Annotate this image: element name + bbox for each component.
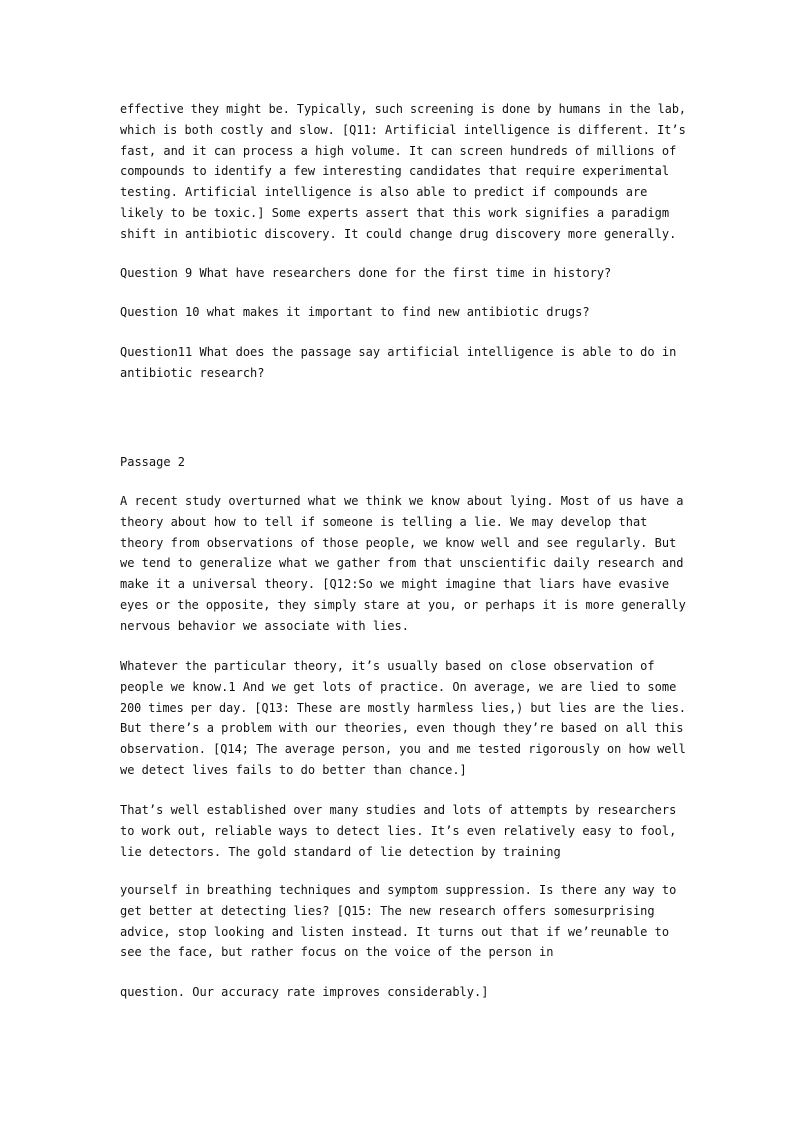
text-line: get better at detecting lies? [Q15: The new research offers somesurprising — [120, 903, 655, 918]
text-line: testing. Artificial intelligence is also able to predict if compounds are — [120, 185, 648, 200]
text-line: see the face, but rather focus on the voice of the person in — [120, 945, 554, 960]
passage2-paragraph-5 — [120, 982, 680, 1003]
passage2-paragraph-4 — [120, 880, 680, 963]
text-line: A recent study overturned what we think we know about lying. Most of us have a — [120, 494, 684, 508]
passage2-paragraph-1 — [120, 491, 686, 637]
text-line: which is both costly and slow. [Q11: Artificial intelligence is different. It’s — [120, 122, 686, 137]
text-line: That’s well established over many studies and lots of attempts by researchers — [120, 803, 677, 817]
question-10 — [120, 302, 680, 323]
passage2-paragraph-3 — [120, 800, 680, 862]
section-heading: Passage 2 — [120, 455, 186, 469]
text-line: eyes or the opposite, they simply stare at you, or perhaps it is more generally — [120, 597, 686, 612]
text-line: question. Our accuracy rate improves considerably.] — [120, 985, 489, 999]
text-line: compounds to identify a few interesting candidates that require experimental — [120, 164, 670, 179]
text-line: people we know.1 And we get lots of practice. On average, we are lied to some — [120, 679, 677, 694]
question-text: Question 10 what makes it important to find new antibiotic drugs? — [120, 305, 590, 319]
passage2-heading — [120, 452, 680, 473]
text-line: nervous behavior we associate with lies. — [120, 618, 409, 633]
text-line: likely to be toxic.] Some experts assert that this work signifies a paradigm — [120, 205, 670, 220]
text-line: theory from observations of those people, we know well and see regularly. But — [120, 535, 677, 550]
text-line: advice, stop looking and listen instead. It turns out that if we’reunable to — [120, 924, 670, 939]
question-text: antibiotic research? — [120, 365, 265, 380]
text-line: yourself in breathing techniques and symptom suppression. Is there any way to — [120, 883, 677, 897]
text-line: to work out, reliable ways to detect lies. It’s even relatively easy to fool, — [120, 823, 677, 838]
text-line: effective they might be. Typically, such screening is done by humans in the lab, — [120, 102, 686, 116]
passage1-ending-paragraph — [120, 99, 686, 245]
text-line: But there’s a problem with our theories, even though they’re based on all this — [120, 721, 684, 736]
passage2-paragraph-2 — [120, 656, 686, 781]
text-line: Whatever the particular theory, it’s usually based on close observation of — [120, 659, 655, 673]
text-line: theory about how to tell if someone is telling a lie. We may develop that — [120, 514, 648, 529]
text-line: we detect lives fails to do better than chance.] — [120, 762, 467, 777]
text-line: fast, and it can process a high volume. It can screen hundreds of millions of — [120, 143, 677, 158]
text-line: shift in antibiotic discovery. It could change drug discovery more generally. — [120, 226, 677, 241]
question-11 — [120, 342, 680, 384]
text-line: make it a universal theory. [Q12:So we might imagine that liars have evasive — [120, 577, 670, 592]
question-text: Question11 What does the passage say artificial intelligence is able to do in — [120, 345, 677, 359]
text-line: observation. [Q14; The average person, you and me tested rigorously on how well — [120, 742, 686, 757]
text-line: 200 times per day. [Q13: These are mostly harmless lies,) but lies are the lies. — [120, 700, 686, 715]
question-text: Question 9 What have researchers done for the first time in history? — [120, 266, 612, 280]
text-line: lie detectors. The gold standard of lie detection by training — [120, 844, 561, 859]
question-9 — [120, 263, 680, 284]
text-line: we tend to generalize what we gather from that unscientific daily research and — [120, 556, 684, 571]
